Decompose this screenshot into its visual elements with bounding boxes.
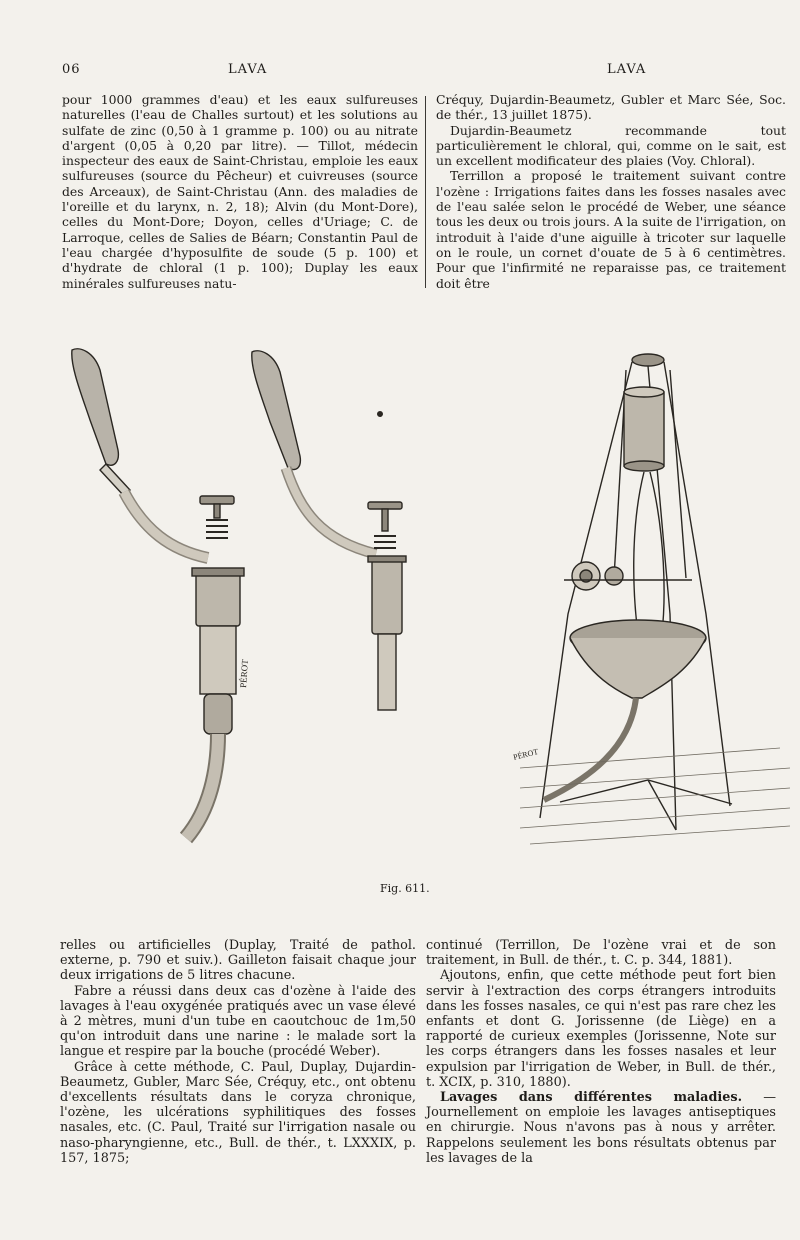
paragraph-text: — Journellement on emploie les lavages antiseptiques en chirurgie. Nous n'avons pas à nous y arrêter. Rappelons seulement les bons résultats obtenus par les lavages de la [426,1090,776,1166]
running-head-left: LAVA [228,62,268,77]
paragraph: Terrillon a proposé le traitement suivant contre l'ozène : Irrigations faites dans les fosses nasales avec de l'eau salée selon le procédé de Weber, une séance tous les deux ou trois jours. A la suite de l'irrigation, on introduit à l'aide d'une aiguille à tricoter sur laquelle on le roule, un cornet d'ouate de 5 à 6 centimètres. Pour que l'infirmité ne reparaisse pas, ce traitement doit être [436,168,787,291]
paragraph [426,1090,776,1166]
paragraph: continué (Terrillon, De l'ozène vrai et de son traitement, in Bull. de thér., t. C. p. 344, 1881). [426,938,776,969]
paragraph: relles ou artificielles (Duplay, Traité de pathol. externe, p. 790 et suiv.). Gailleton faisait chaque jour deux irrigations de 5 litres chacune. [60,938,416,984]
left-column-bottom [60,938,416,1166]
right-column-top [436,92,786,291]
page-number: 06 [62,62,81,77]
syringe-illustration [60,340,420,860]
paragraph: pour 1000 grammes d'eau) et les eaux sulfureuses naturelles (l'eau de Challes surtout) et les solutions au sulfate de zinc (0,50 à 1 gramme p. 100) ou au nitrate d'argent (0,05 à 0,20 par litre). — Tillot, médecin inspecteur des eaux de Saint-Christau, emploie les eaux sulfureuses (source du Pêcheur) et cuivreuses (source des Arceaux), de Saint-Christau (Ann. des maladies de l'oreille et du larynx, n. 2, 18); Alvin (du Mont-Dore), celles du Mont-Dore; Doyon, celles d'Uriage; C. de Larroque, celles de Salies de Béarn; Constantin Paul de l'eau chargée d'hyposulfite de soude (5 p. 100) et d'hydrate de chloral (1 p. 100); Duplay les eaux minérales sulfureuses natu- [62,92,418,291]
paragraph: Grâce à cette méthode, C. Paul, Duplay, Dujardin-Beaumetz, Gubler, Marc Sée, Créquy, etc., ont obtenu d'excellents résultats dans le coryza chronique, l'ozène, les ulcérations syphilitiques des fosses nasales, etc. (C. Paul, Traité sur l'irrigation nasale ou naso-pharyngienne, etc., Bull. de thér., t. LXXXIX, p. 157, 1875; [60,1059,416,1166]
running-head-right: LAVA [607,62,647,77]
engraver-signature: PÉROT [238,658,250,689]
left-column-top [62,92,418,291]
paragraph: Créquy, Dujardin-Beaumetz, Gubler et Marc Sée, Soc. de thér., 13 juillet 1875). [436,92,786,123]
section-heading: Lavages dans différentes maladies. [440,1090,743,1106]
paragraph: Dujardin-Beaumetz recommande tout particulièrement le chloral, qui, comme on le sait, est un excellent modificateur des plaies (Voy. Chloral). [436,122,786,169]
figure-caption: Fig. 611. [380,882,430,895]
column-rule [425,96,426,288]
right-column-bottom [426,938,776,1166]
paragraph: Fabre a réussi dans deux cas d'ozène à l'aide des lavages à l'eau oxygénée pratiqués avec un vase élevé à 2 mètres, muni d'un tube en caoutchouc de 1m,50 qu'on introduit dans une narine : le malade sort la langue et respire par la bouche (procédé Weber). [60,983,416,1060]
irrigation-stand-illustration [512,348,790,848]
engraver-signature: PÉROT [512,747,540,762]
paragraph: Ajoutons, enfin, que cette méthode peut fort bien servir à l'extraction des corps étrangers introduits dans les fosses nasales, ce qui n'est pas rare chez les enfants et dont G. Jorissenne (de Liège) en a rapporté de curieux exemples (Jorissenne, Note sur les corps étrangers dans les fosses nasales et leur expulsion par l'irrigation de Weber, in Bull. de thér., t. XCIX, p. 310, 1880). [426,968,776,1090]
